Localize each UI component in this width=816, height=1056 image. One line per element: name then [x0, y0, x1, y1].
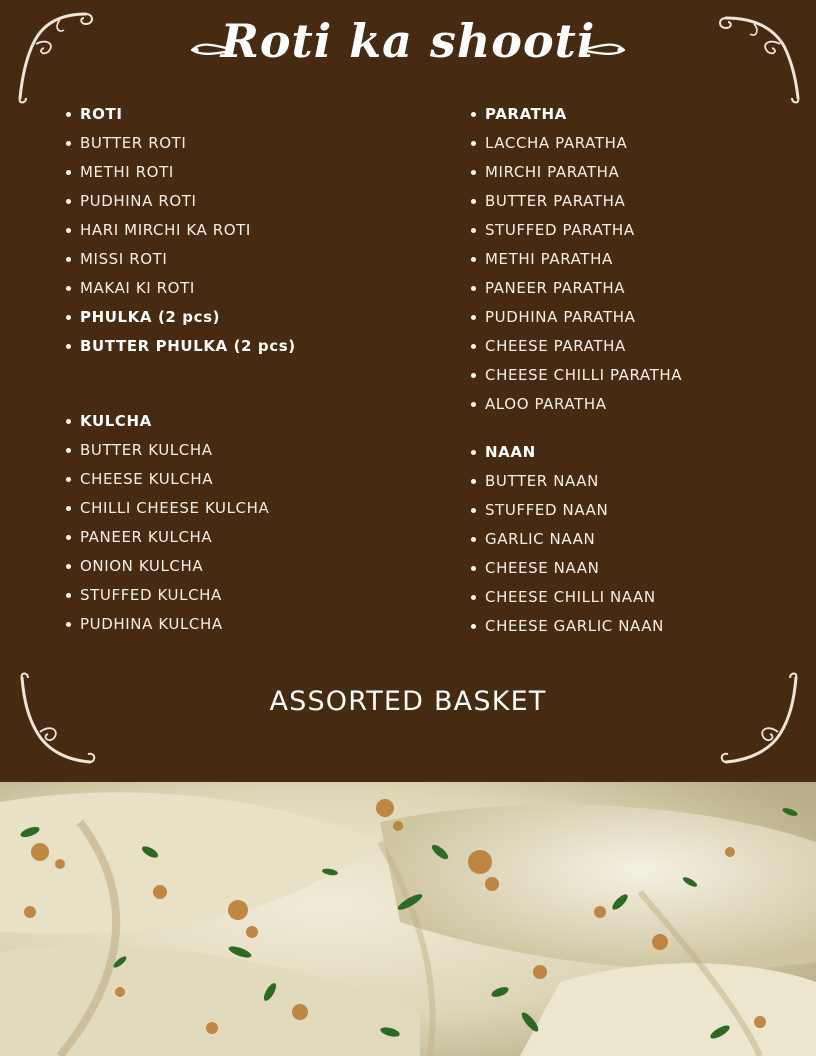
menu-item: CHEESE CHILLI NAAN [485, 583, 682, 612]
menu-item: CHEESE KULCHA [80, 465, 296, 494]
right-menu-list [485, 100, 682, 641]
menu-item: MAKAI KI ROTI [80, 274, 296, 303]
menu-item: ONION KULCHA [80, 552, 296, 581]
menu-category-heading: PHULKA (2 pcs) [80, 303, 296, 332]
menu-item: HARI MIRCHI KA ROTI [80, 216, 296, 245]
title-flourish-right-icon [584, 40, 626, 60]
menu-category-heading: NAAN [485, 438, 682, 467]
corner-ornament-top-right-icon [718, 10, 804, 104]
naan-photo [0, 782, 816, 1056]
menu-item: CHEESE PARATHA [485, 332, 682, 361]
menu-category-heading: BUTTER PHULKA (2 pcs) [80, 332, 296, 361]
menu-item: BUTTER KULCHA [80, 436, 296, 465]
menu-item: BUTTER ROTI [80, 129, 296, 158]
menu-category-heading: ROTI [80, 100, 296, 129]
naan-photo-illustration [0, 782, 816, 1056]
menu-item: PUDHINA KULCHA [80, 610, 296, 639]
menu-item: MIRCHI PARATHA [485, 158, 682, 187]
menu-item: PANEER KULCHA [80, 523, 296, 552]
menu-item: PUDHINA PARATHA [485, 303, 682, 332]
menu-item: CHEESE NAAN [485, 554, 682, 583]
assorted-basket-heading: ASSORTED BASKET [269, 686, 547, 717]
menu-category-heading: KULCHA [80, 407, 296, 436]
menu-item: BUTTER NAAN [485, 467, 682, 496]
menu-item: ALOO PARATHA [485, 390, 682, 419]
left-menu-list [80, 100, 296, 639]
menu-item: STUFFED PARATHA [485, 216, 682, 245]
list-spacer [80, 361, 296, 407]
menu-item: LACCHA PARATHA [485, 129, 682, 158]
menu-item: MISSI ROTI [80, 245, 296, 274]
menu-item: CHEESE CHILLI PARATHA [485, 361, 682, 390]
menu-item: PANEER PARATHA [485, 274, 682, 303]
list-spacer [485, 419, 682, 438]
menu-item: PUDHINA ROTI [80, 187, 296, 216]
menu-item: STUFFED NAAN [485, 496, 682, 525]
menu-item: CHILLI CHEESE KULCHA [80, 494, 296, 523]
menu-item: BUTTER PARATHA [485, 187, 682, 216]
menu-category-heading: PARATHA [485, 100, 682, 129]
menu-item: STUFFED KULCHA [80, 581, 296, 610]
menu-item: GARLIC NAAN [485, 525, 682, 554]
corner-ornament-top-left-icon [14, 8, 96, 104]
page-title: Roti ka shooti [220, 14, 596, 68]
menu-item: METHI PARATHA [485, 245, 682, 274]
menu-item: METHI ROTI [80, 158, 296, 187]
menu-item: CHEESE GARLIC NAAN [485, 612, 682, 641]
